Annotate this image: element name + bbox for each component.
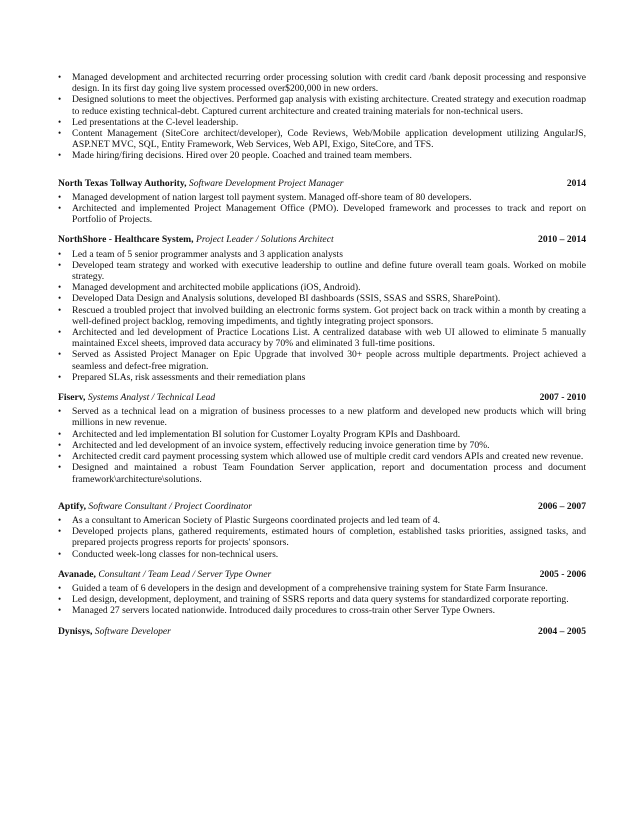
- company-name: NorthShore - Healthcare System,: [58, 234, 194, 246]
- job-header-dynisys: [58, 626, 586, 637]
- list-item: • Managed development and architected recurring order processing solution with credit card /bank deposit processing and responsive design. In its first day going live system processed over$200,000 in new orders.: [58, 72, 586, 94]
- job-header-northshore: [58, 234, 586, 245]
- list-item: • Architected and led development of an invoice system, effectively reducing invoice generation time by 70%.: [58, 440, 586, 451]
- list-item: • Architected and implemented Project Management Office (PMO). Developed framework and processes to track and report on Portfolio of Projects.: [58, 203, 586, 225]
- job-dates: 2006 – 2007: [538, 500, 586, 512]
- list-item: • Led design, development, deployment, and training of SSRS reports and data query systems for standardized corporate reporting.: [58, 594, 586, 605]
- list-item: • Led a team of 5 senior programmer analysts and 3 application analysts: [58, 249, 586, 260]
- list-item: • Developed projects plans, gathered requirements, estimated hours of completion, established tasks priorities, assigned tasks, and prepared projects progress reports for projects' sponsors.: [58, 526, 586, 548]
- job-dates: 2014: [566, 177, 586, 189]
- list-item: • Designed and maintained a robust Team Foundation Server application, report and documentation process and document framework\architecture\solutions.: [58, 462, 586, 484]
- job-role: Systems Analyst / Technical Lead: [87, 392, 216, 404]
- list-item: • Rescued a troubled project that involved building an electronic forms system. Got project back on track within a month by creating a well-defined project backlog, removing impediments, and tightly integrating project sponsors.: [58, 305, 586, 327]
- job-dates: 2005 - 2006: [539, 568, 586, 580]
- list-item: • Developed Data Design and Analysis solutions, developed BI dashboards (SSIS, SSAS and SSRS, SharePoint).: [58, 293, 586, 304]
- company-name: Fiserv,: [58, 392, 86, 404]
- company-name: Avanade,: [58, 568, 96, 580]
- list-item: • Made hiring/firing decisions. Hired over 20 people. Coached and trained team members.: [58, 150, 586, 161]
- job-role: Project Leader / Solutions Architect: [195, 234, 334, 246]
- job-header-aptify: [58, 501, 586, 512]
- job-dates: 2007 - 2010: [539, 392, 586, 404]
- job-role: Software Developer: [94, 625, 171, 637]
- job-role: Software Consultant / Project Coordinator: [88, 500, 253, 512]
- list-item: • Designed solutions to meet the objectives. Performed gap analysis with existing architecture. Created strategy and execution roadmap to reduce existing technical-debt. Captured current architecture and created training materials for non-technical users.: [58, 94, 586, 116]
- job-bullet-list-northshore: [58, 249, 586, 383]
- job-bullet-list-avanade: [58, 583, 586, 617]
- list-item: • Developed team strategy and worked with executive leadership to outline and define future overall team goals. Worked on mobile strategy.: [58, 260, 586, 282]
- list-item: • Architected credit card payment processing system which allowed use of multiple credit card vendors APIs and created new revenue.: [58, 451, 586, 462]
- list-item: • Prepared SLAs, risk assessments and their remediation plans: [58, 372, 586, 383]
- list-item: • As a consultant to American Society of Plastic Surgeons coordinated projects and led team of 4.: [58, 515, 586, 526]
- list-item: • Guided a team of 6 developers in the design and development of a comprehensive training system for State Farm Insurance.: [58, 583, 586, 594]
- list-item: • Content Management (SiteCore architect/developer), Code Reviews, Web/Mobile application development utilizing AngularJS, ASP.NET MVC, SQL, Entity Framework, Web Services, Web API, Exigo, SiteCore, and TFS.: [58, 128, 586, 150]
- job-bullet-list-aptify: [58, 515, 586, 560]
- job-header-avanade: [58, 569, 586, 580]
- list-item: • Managed development of nation largest toll payment system. Managed off-shore team of 80 developers.: [58, 192, 586, 203]
- job-header-fiserv: [58, 392, 586, 403]
- list-item: • Served as a technical lead on a migration of business processes to a new platform and developed new products which will bring millions in new revenue.: [58, 406, 586, 428]
- list-item: • Managed development and architected mobile applications (iOS, Android).: [58, 282, 586, 293]
- job-role: Software Development Project Manager: [188, 177, 344, 189]
- list-item: • Led presentations at the C-level leadership.: [58, 117, 586, 128]
- list-item: • Architected and led implementation BI solution for Customer Loyalty Program KPIs and Dashboard.: [58, 429, 586, 440]
- job-dates: 2010 – 2014: [538, 234, 586, 246]
- list-item: • Conducted week-long classes for non-technical users.: [58, 549, 586, 560]
- list-item: • Served as Assisted Project Manager on Epic Upgrade that involved 30+ people across multiple departments. Project achieved a seamless and defect-free migration.: [58, 349, 586, 371]
- job-dates: 2004 – 2005: [538, 625, 586, 637]
- job-role: Consultant / Team Lead / Server Type Owner: [98, 568, 272, 580]
- list-item: • Managed 27 servers located nationwide. Introduced daily procedures to cross-train other Server Type Owners.: [58, 605, 586, 616]
- company-name: North Texas Tollway Authority,: [58, 177, 187, 189]
- job-bullet-list-fiserv: [58, 406, 586, 484]
- job-bullet-list-ntta: [58, 192, 586, 226]
- job-header-ntta: [58, 178, 586, 189]
- company-name: Aptify,: [58, 500, 86, 512]
- top-bullet-list: [58, 72, 586, 162]
- list-item: • Architected and led development of Practice Locations List. A centralized database with web UI allowed to eliminate 5 manually maintained Excel sheets, improved data accuracy by 70% and eliminated 3 full-time positions.: [58, 327, 586, 349]
- company-name: Dynisys,: [58, 625, 93, 637]
